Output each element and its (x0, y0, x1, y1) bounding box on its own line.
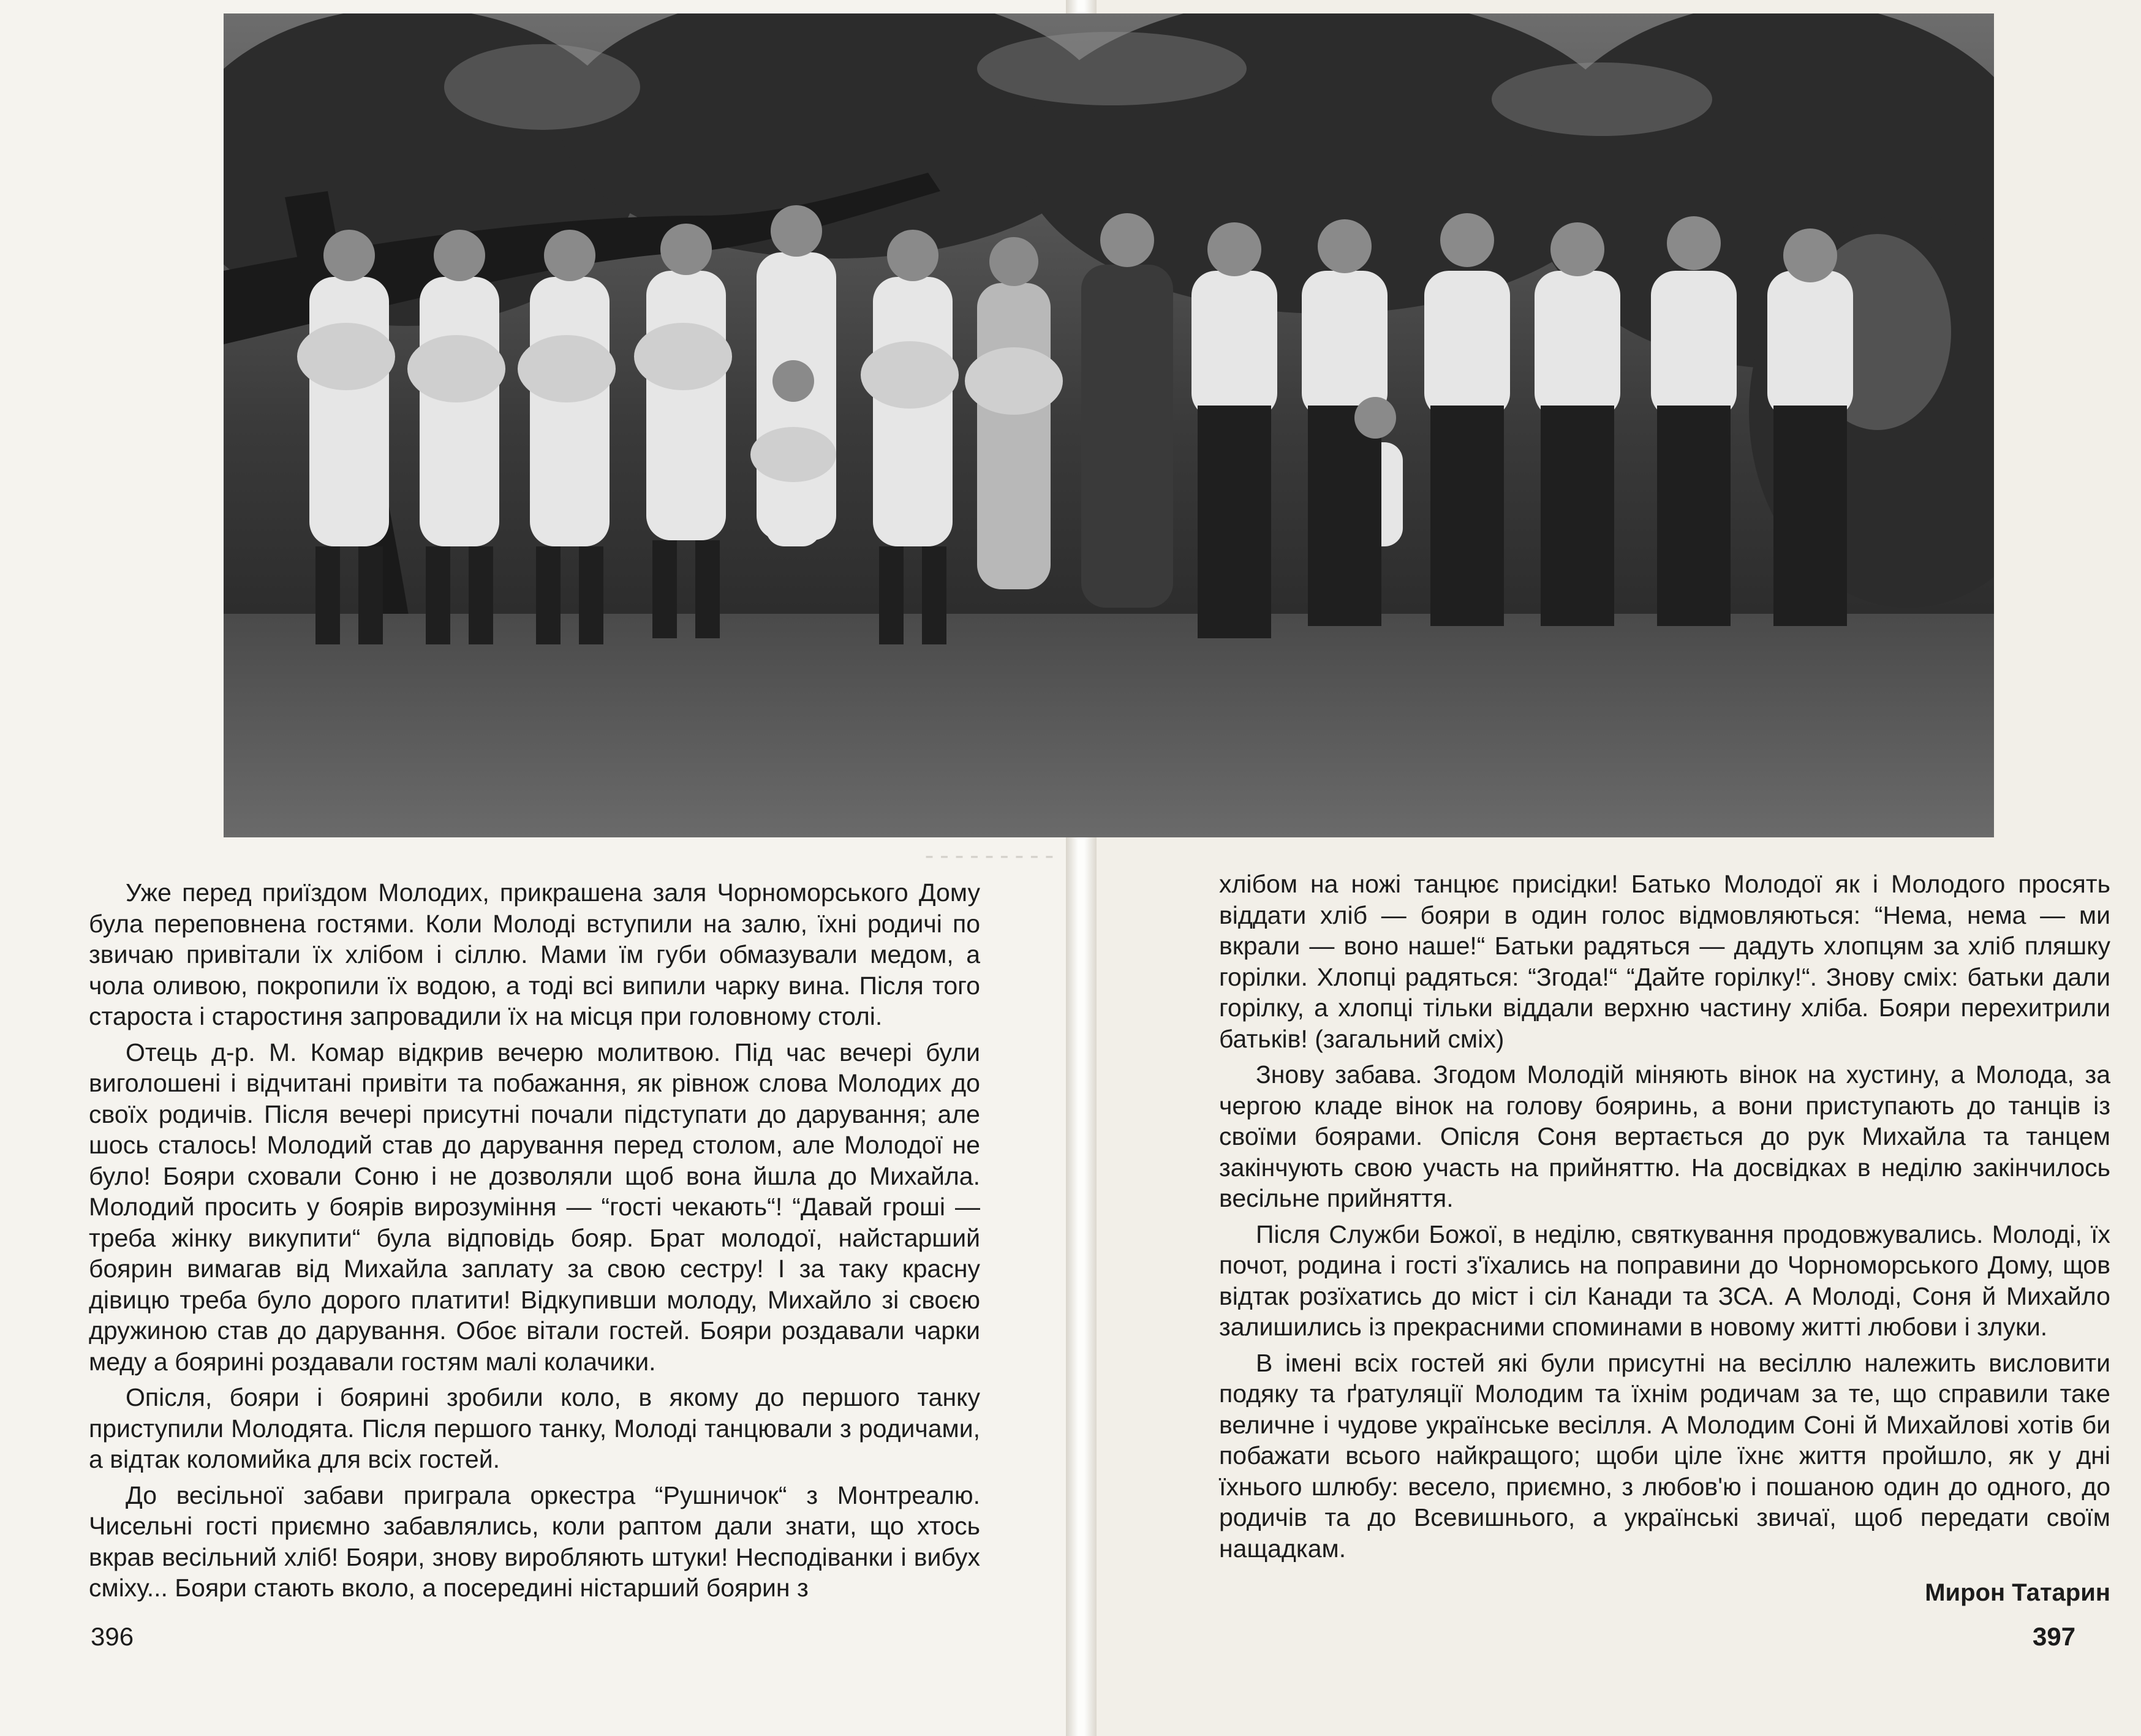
bleed-through-text: - - - - - - - - - (925, 841, 1054, 869)
paragraph: Уже перед приїздом Молодих, прикрашена заля Чорноморського Дому була переповнена гостями. Коли Молоді вступили на залю, їхні родичі по звичаю привітали їх хлібом і сіллю. Мами їм губи обмазували медом, а чола оливою, покропили їх водою, а тоді всі випили чарку вина. Після того староста і старостиня запровадили їх на місця при головному столі. (89, 878, 980, 1030)
paragraph: Після Служби Божої, в неділю, святкування продовжувались. Молоді, їх почот, родина і гості з'їхались на поправини до Чорноморського Дому, щов відтак розїхатись до міст і сіл Канади та ЗСА. А Молоді, Соня й Михайло залишились із прекрасними споминами в новому житті любови і злуки. (1219, 1220, 2110, 1341)
right-column-text (1219, 869, 2110, 1569)
paragraph: хлібом на ножі танцює присідки! Батько Молодої як і Молодого просять віддати хліб — бояри в один голос відмовляються: “Нема, нема — ми вкрали — воно наше!“ Батьки радяться — дадуть хлопцям за хліб пляшку горілки. Хлопці радяться: “Згода!“ “Дайте горілку!“. Знову сміх: батьки дали горілку, а хлопці тільки віддали верхню частину хліба. Бояри перехитрили батьків! (загальний сміх) (1219, 870, 2110, 1053)
group-photo (224, 13, 1994, 837)
paragraph: До весільної забави приграла оркестра “Рушничок“ з Монтреалю. Чисельні гості приємно забавлялись, коли раптом дали знати, що хтось вкрав весільний хліб! Бояри, знову виробляють штуки! Несподіванки і вибух сміху... Бояри стають вколо, а посередині ністарший боярин з (89, 1481, 980, 1602)
page-number-left: 396 (91, 1622, 134, 1651)
paragraph: В імені всіх гостей які були присутні на весіллю належить висловити подяку та ґратуляції Молодим та їхнім родичам за те, що справили таке величне і чудове українське весілля. А Молодим Соні й Михайлові хотів би побажати всього найкращого; щоби ціле їхнє життя пройшло, як у дні їхнього шлюбу: весело, приємно, з любов'ю і пошаною один до одного, до родичів та до Всевишнього, а українські звичаї, щоб передати своїм нащадкам. (1219, 1348, 2110, 1563)
group-photo-icon (224, 13, 1994, 837)
paragraph: Опісля, бояри і боярині зробили коло, в якому до першого танку приступили Молодята. Після першого танку, Молоді танцювали з родичами, а відтак коломийка для всіх гостей. (89, 1383, 980, 1473)
page-number-right: 397 (2033, 1622, 2076, 1651)
left-column-text (89, 877, 980, 1609)
paragraph: Знову забава. Згодом Молодій міняють вінок на хустину, а Молода, за чергою кладе вінок на голову бояринь, а вони приступають до танців із своїми боярами. Опісля Соня вертається до рук Михайла та танцем закінчують свою участь на прийняттю. На досвідках в неділю закінчилось весільне прийняття. (1219, 1060, 2110, 1212)
author-signature: Мирон Татарин (1925, 1579, 2110, 1606)
paragraph: Отець д-р. М. Комар відкрив вечерю молитвою. Під час вечері були виголошені і відчитані привіти та побажання, як рівнож слова Молодих до своїх родичів. Після вечері присутні почали підступати до дарування; але шось сталось! Молодий став до дарування перед столом, але Молодої не було! Бояри сховали Соню і не дозволяли щоб вона йшла до Михайла. Молодий просить у боярів вирозуміння — “гості чекають“! “Давай гроші — треба жінку викупити“ була відповідь бояр. Брат молодої, найстарший боярин вимагав від Михайла заплату за свою сестру! І за таку красну дівицю треба було дорого платити! Відкупивши молоду, Михайло зі своєю дружиною став до дарування. Обоє вітали гостей. Бояри роздавали чарки меду а боярині роздавали гостям малі колачики. (89, 1038, 980, 1376)
